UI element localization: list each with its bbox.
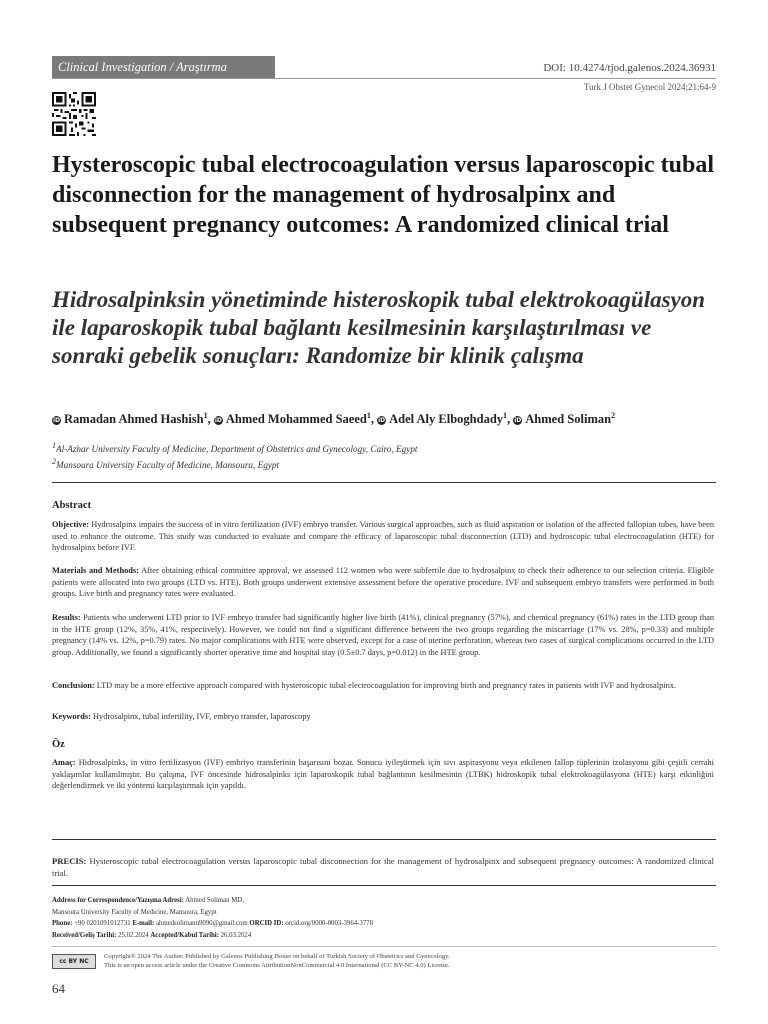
affiliation-number: 2 — [52, 457, 56, 466]
received-date: 25.02.2024 — [118, 932, 149, 939]
amac-text: Hidrosalpinks, in vitro fertilizasyon (IVF) embriyo transferinin başarısını bozar. Sonucu iyileştirmek için sıvı aspirasyonu veya etkilenen fallop tüplerinin izolasyonu gibi çeşitli cerrahi yaklaşımlar kullanılmıştır. Bu çalışma, IVF öncesinde hidrosalpinks için laparoskopik tubal bağlantının kesilmesinin (LTBK) hidroskopik tubal elektrokoagülasyona (HTE) karşı etkinliğini değerlendirmek ve iki yöntemi karşılaştırmak için yapıldı. — [52, 758, 714, 791]
abstract-divider — [52, 482, 716, 483]
copyright-line: Copyright® 2024 The Author. Published by Galenos Publishing House on behalf of Turkish Society of Obstetrics and Gynecology. — [104, 953, 450, 960]
abstract-results — [52, 612, 714, 659]
author-affiliation-ref: 1 — [503, 411, 508, 420]
precis-divider-top — [52, 839, 716, 840]
accepted-label: Accepted/Kabul Tarihi: — [150, 932, 219, 939]
correspondence-address — [52, 897, 714, 904]
precis-divider-bottom — [52, 885, 716, 886]
author-name: Ahmed Soliman — [525, 412, 612, 427]
abstract-conclusion — [52, 680, 714, 692]
author-affiliation-ref: 1 — [366, 411, 371, 420]
abstract-keywords — [52, 711, 714, 723]
section-tag: Clinical Investigation / Araştırma — [52, 56, 275, 78]
keywords-label: Keywords: — [52, 712, 91, 721]
methods-text: After obtaining ethical committee approval, we assessed 112 women who were subfertile due to hydrosalpinx to check their adherence to our selection criteria. Eligible patients were allocated into two groups (LTD vs. HTE). Both groups underwent extensive assessment before the operative procedure. IVF and subsequent embryo transfers were performed in both groups. Live birth and pregnancy rates were evaluated. — [52, 566, 714, 599]
methods-label: Materials and Methods: — [52, 566, 139, 575]
precis-text: Hysteroscopic tubal electrocoagulation versus laparoscopic tubal disconnection for the management of hydrosalpinx and subsequent pregnancy outcomes: A randomized clinical trial. — [52, 856, 715, 878]
affiliation-text: Mansoura University Faculty of Medicine, Mansoura, Egypt — [56, 460, 280, 471]
article-title-en: Hysteroscopic tubal electrocoagulation versus laparoscopic tubal disconnection for the management of hydrosalpinx and subsequent pregnancy outcomes: A randomized clinical trial — [52, 152, 714, 238]
accepted-date: 26.03.2024 — [220, 932, 252, 939]
cc-license-icon[interactable]: cc BY NC — [52, 954, 96, 969]
author-list — [52, 411, 732, 427]
header-rule — [52, 78, 716, 79]
address-label: Address for Correspondence/Yazışma Adresi: — [52, 897, 184, 904]
orcid-icon[interactable]: iD — [378, 417, 386, 425]
conclusion-text: LTD may be a more effective approach compared with hysteroscopic tubal electrocoagulation for improving birth and pregnancy rates in patients with IVF and hydrosalpinx. — [96, 681, 677, 690]
footer-divider — [52, 946, 716, 947]
author-affiliation-ref: 2 — [611, 411, 616, 420]
precis — [52, 855, 714, 879]
email-label: E-mail: — [132, 920, 155, 927]
affiliation — [52, 441, 712, 454]
orcid-label: ORCID ID: — [249, 920, 284, 927]
author-name: Ahmed Mohammed Saeed — [225, 412, 367, 427]
correspondence-dates — [52, 932, 714, 939]
author-name: Ramadan Ahmed Hashish — [64, 412, 204, 427]
qr-code-icon[interactable] — [52, 92, 96, 136]
abstract-methods — [52, 565, 714, 600]
orcid-icon[interactable]: iD — [514, 417, 522, 425]
objective-text: Hydrosalpinx impairs the success of in vitro fertilization (IVF) embryo transfer. Various surgical approaches, such as fluid aspiration or isolation of the affected fallopian tubes, have been used to enhance the outcome. This study was conducted to evaluate and compare the efficacy of laparoscopic tubal disconnection (LTD) and hydroscopic tubal electrocoagulation (HTE) for hydrosalpinx before IVF. — [52, 520, 714, 553]
affiliation-number: 1 — [52, 441, 56, 450]
oz-heading: Öz — [52, 739, 65, 750]
orcid-icon[interactable]: iD — [214, 417, 222, 425]
orcid-link[interactable]: orcid.org/0000-0003-3964-3778 — [285, 920, 373, 927]
author-name: Adel Aly Elboghdady — [389, 412, 504, 427]
correspondence-location: Mansoura University Faculty of Medicine, Mansoura, Egypt — [52, 909, 217, 916]
abstract-heading: Abstract — [52, 500, 92, 511]
address-name: Ahmed Soliman MD, — [185, 897, 244, 904]
phone-value: +90 0201091012731 — [74, 920, 131, 927]
results-label: Results: — [52, 613, 81, 622]
results-text: Patients who underwent LTD prior to IVF embryo transfer had significantly higher live birth (41%), clinical pregnancy (57%), and chemical pregnancy (61%) rates in the LTD group than in the HTE group (12%, 35%, 41%, respectively). However, we could not find a significant difference between the two groups regarding the miscarriage (17% vs. 28%, p=0.33) and multiple pregnancy (14% vs. 12%, p=0.79) rates. No major complications with HTE were observed, except for a case of uterine perforation, whereas two cases of surgical complications occurred in the LTD group. Additionally, we found a significantly shorter operative time and hospital stay (0.5±0.7 days, p=0.012) in the HTE group. — [52, 613, 714, 658]
journal-reference: Turk J Obstet Gynecol 2024;21:64-9 — [583, 82, 716, 92]
orcid-icon[interactable]: iD — [52, 417, 61, 425]
page-number: 64 — [52, 981, 65, 996]
affiliation — [52, 457, 712, 470]
author-separator: , — [507, 412, 511, 427]
email-link[interactable]: ahmedsolimann9090@gmail.com — [155, 920, 248, 927]
license-line: This is an open access article under the Creative Commons AttributionNonCommercial 4.0 International (CC BY-NC 4.0) License. — [104, 962, 450, 969]
amac-label: Amaç: — [52, 758, 76, 767]
objective-label: Objective: — [52, 520, 90, 529]
author-separator: , — [207, 412, 211, 427]
keywords-text: Hydrosalpinx, tubal infertility, IVF, embryo transfer, laparoscopy — [93, 712, 311, 721]
article-title-tr: Hidrosalpinksin yönetiminde histeroskopik tubal elektrokoagülasyon ile laparoskopik tubal bağlantı kesilmesinin karşılaştırılması ve sonraki gebelik sonuçları: Randomize bir klinik çalışma — [52, 287, 706, 368]
author-affiliation-ref: 1 — [203, 411, 208, 420]
phone-label: Phone: — [52, 920, 73, 927]
affiliation-text: Al-Azhar University Faculty of Medicine, Department of Obstetrics and Gynecology, Cairo, Egypt — [56, 444, 418, 455]
received-label: Received/Geliş Tarihi: — [52, 932, 117, 939]
doi-link[interactable]: DOI: 10.4274/tjod.galenos.2024.36931 — [543, 62, 716, 74]
correspondence-contact — [52, 920, 714, 927]
abstract-objective — [52, 519, 714, 554]
author-separator: , — [370, 412, 374, 427]
conclusion-label: Conclusion: — [52, 681, 95, 690]
oz-amac — [52, 757, 714, 792]
precis-label: PRECIS: — [52, 856, 87, 866]
